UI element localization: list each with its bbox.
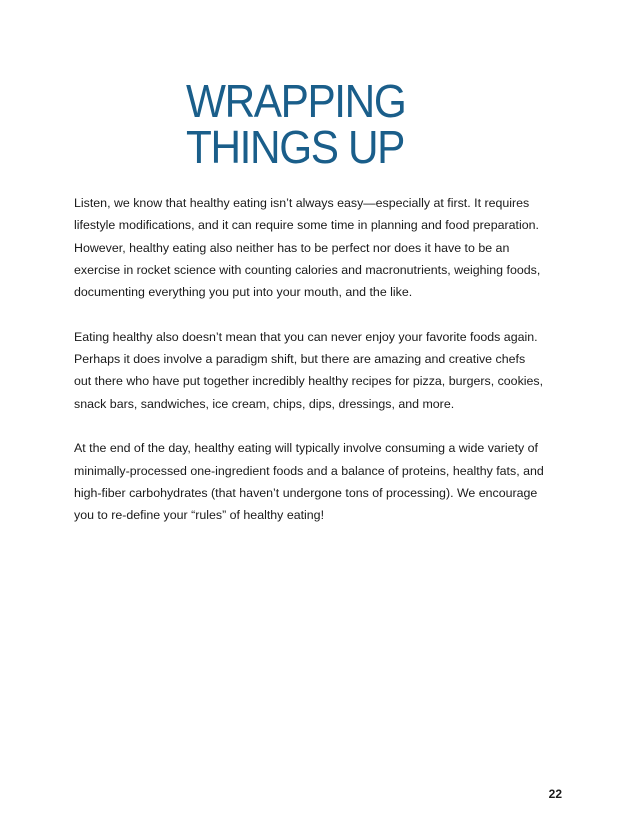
paragraph-line: At the end of the day, healthy eating will typically involve consuming a wide variety of xyxy=(74,441,538,456)
paragraph-line: snack bars, sandwiches, ice cream, chips, dips, dressings, and more. xyxy=(74,396,455,411)
paragraph-3 xyxy=(74,437,574,526)
paragraph-line: Perhaps it does involve a paradigm shift, but there are amazing and creative chefs xyxy=(74,352,526,367)
paragraph-line: high-fiber carbohydrates (that haven’t undergone tons of processing). We encourage xyxy=(74,485,538,500)
title-line-1: WRAPPING xyxy=(186,75,406,127)
title-line-2: THINGS UP xyxy=(186,121,405,173)
paragraph-line: Listen, we know that healthy eating isn’t always easy—especially at first. It requires xyxy=(74,196,530,210)
body-text xyxy=(74,192,574,549)
paragraph-line: Eating healthy also doesn’t mean that you can never enjoy your favorite foods again. xyxy=(74,329,538,344)
paragraph-line: lifestyle modifications, and it can require some time in planning and food preparation. xyxy=(74,218,539,233)
page-number: 22 xyxy=(548,787,562,801)
paragraph-1 xyxy=(74,192,574,303)
paragraph-line: exercise in rocket science with counting calories and macronutrients, weighing foods, xyxy=(74,262,541,277)
paragraph-line: out there who have put together incredibly healthy recipes for pizza, burgers, cookies, xyxy=(74,374,544,389)
paragraph-line: documenting everything you put into your mouth, and the like. xyxy=(74,285,413,300)
paragraph-line: you to re-define your “rules” of healthy eating! xyxy=(74,508,325,523)
paragraph-line: However, healthy eating also neither has to be perfect nor does it have to be an xyxy=(74,240,510,255)
paragraph-line: minimally-processed one-ingredient foods and a balance of proteins, healthy fats, and xyxy=(74,463,544,478)
page-title xyxy=(186,75,586,173)
paragraph-2 xyxy=(74,326,574,415)
